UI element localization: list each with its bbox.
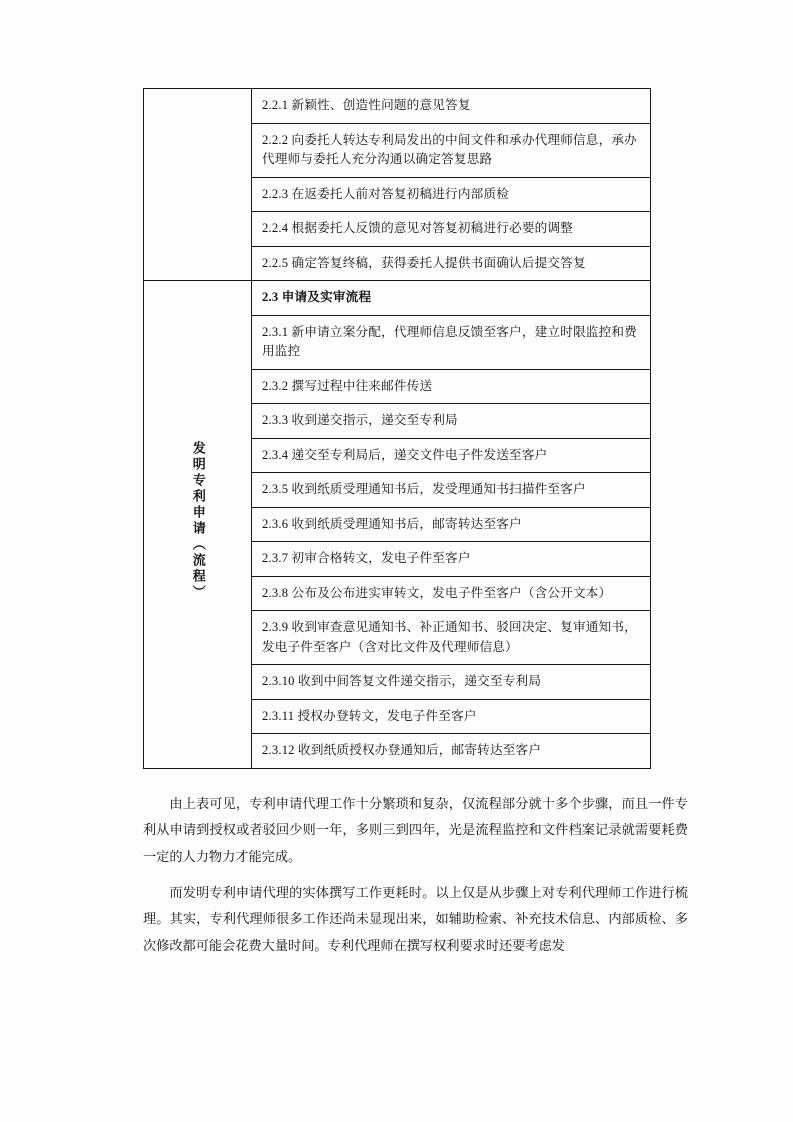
paragraph: 由上表可见，专利申请代理工作十分繁琐和复杂，仅流程部分就十多个步骤，而且一件专利从申请到授权或者驳回少则一年，多则三到四年，光是流程监控和文件档案记录就需要耗费一定的人力物力才能完成。 [143, 795, 688, 864]
table-cell: 2.3.8 公布及公布进实审转文，发电子件至客户（含公开文本） [252, 576, 651, 611]
table-cell: 2.2.4 根据委托人反馈的意见对答复初稿进行必要的调整 [252, 212, 651, 247]
process-table [143, 88, 651, 769]
row-label-text: 发明专利申请（流程） [190, 441, 206, 602]
table-cell: 2.3.5 收到纸质受理通知书后，发受理通知书扫描件至客户 [252, 473, 651, 508]
table-cell: 2.3.6 收到纸质受理通知书后，邮寄转达至客户 [252, 507, 651, 542]
table-cell: 2.3.3 收到递交指示，递交至专利局 [252, 404, 651, 439]
table-cell: 2.3.10 收到中间答复文件递交指示，递交至专利局 [252, 665, 651, 700]
table-cell: 2.3.11 授权办登转文，发电子件至客户 [252, 699, 651, 734]
section-heading-cell: 2.3 申请及实审流程 [252, 281, 651, 316]
table-cell: 2.3.4 递交至专利局后，递交文件电子件发送至客户 [252, 438, 651, 473]
table-cell: 2.3.7 初审合格转文，发电子件至客户 [252, 542, 651, 577]
row-label-group3 [144, 281, 252, 769]
row-label-group2 [144, 89, 252, 281]
table-cell: 2.2.3 在返委托人前对答复初稿进行内部质检 [252, 177, 651, 212]
table-cell: 2.2.5 确定答复终稿，获得委托人提供书面确认后提交答复 [252, 246, 651, 281]
table-row [144, 281, 651, 316]
table-cell: 2.2.1 新颖性、创造性问题的意见答复 [252, 89, 651, 124]
table-cell: 2.3.12 收到纸质授权办登通知后，邮寄转达至客户 [252, 734, 651, 769]
paragraph: 而发明专利申请代理的实体撰写工作更耗时。以上仅是从步骤上对专利代理师工作进行梳理。其实，专利代理师很多工作还尚未显现出来，如辅助检索、补充技术信息、内部质检、多次修改都可能会花费大量时间。专利代理师在撰写权利要求时还要考虑发 [143, 885, 688, 953]
table-cell: 2.3.9 收到审查意见通知书、补正通知书、驳回决定、复审通知书，发电子件至客户（含对比文件及代理师信息） [252, 611, 651, 665]
table-row [144, 89, 651, 124]
table-cell: 2.2.2 向委托人转达专利局发出的中间文件和承办代理师信息，承办代理师与委托人充分沟通以确定答复思路 [252, 123, 651, 177]
body-text [143, 791, 688, 959]
table-cell: 2.3.1 新申请立案分配，代理师信息反馈至客户，建立时限监控和费用监控 [252, 315, 651, 369]
table-body [144, 89, 651, 769]
table-cell: 2.3.2 撰写过程中往来邮件传送 [252, 369, 651, 404]
